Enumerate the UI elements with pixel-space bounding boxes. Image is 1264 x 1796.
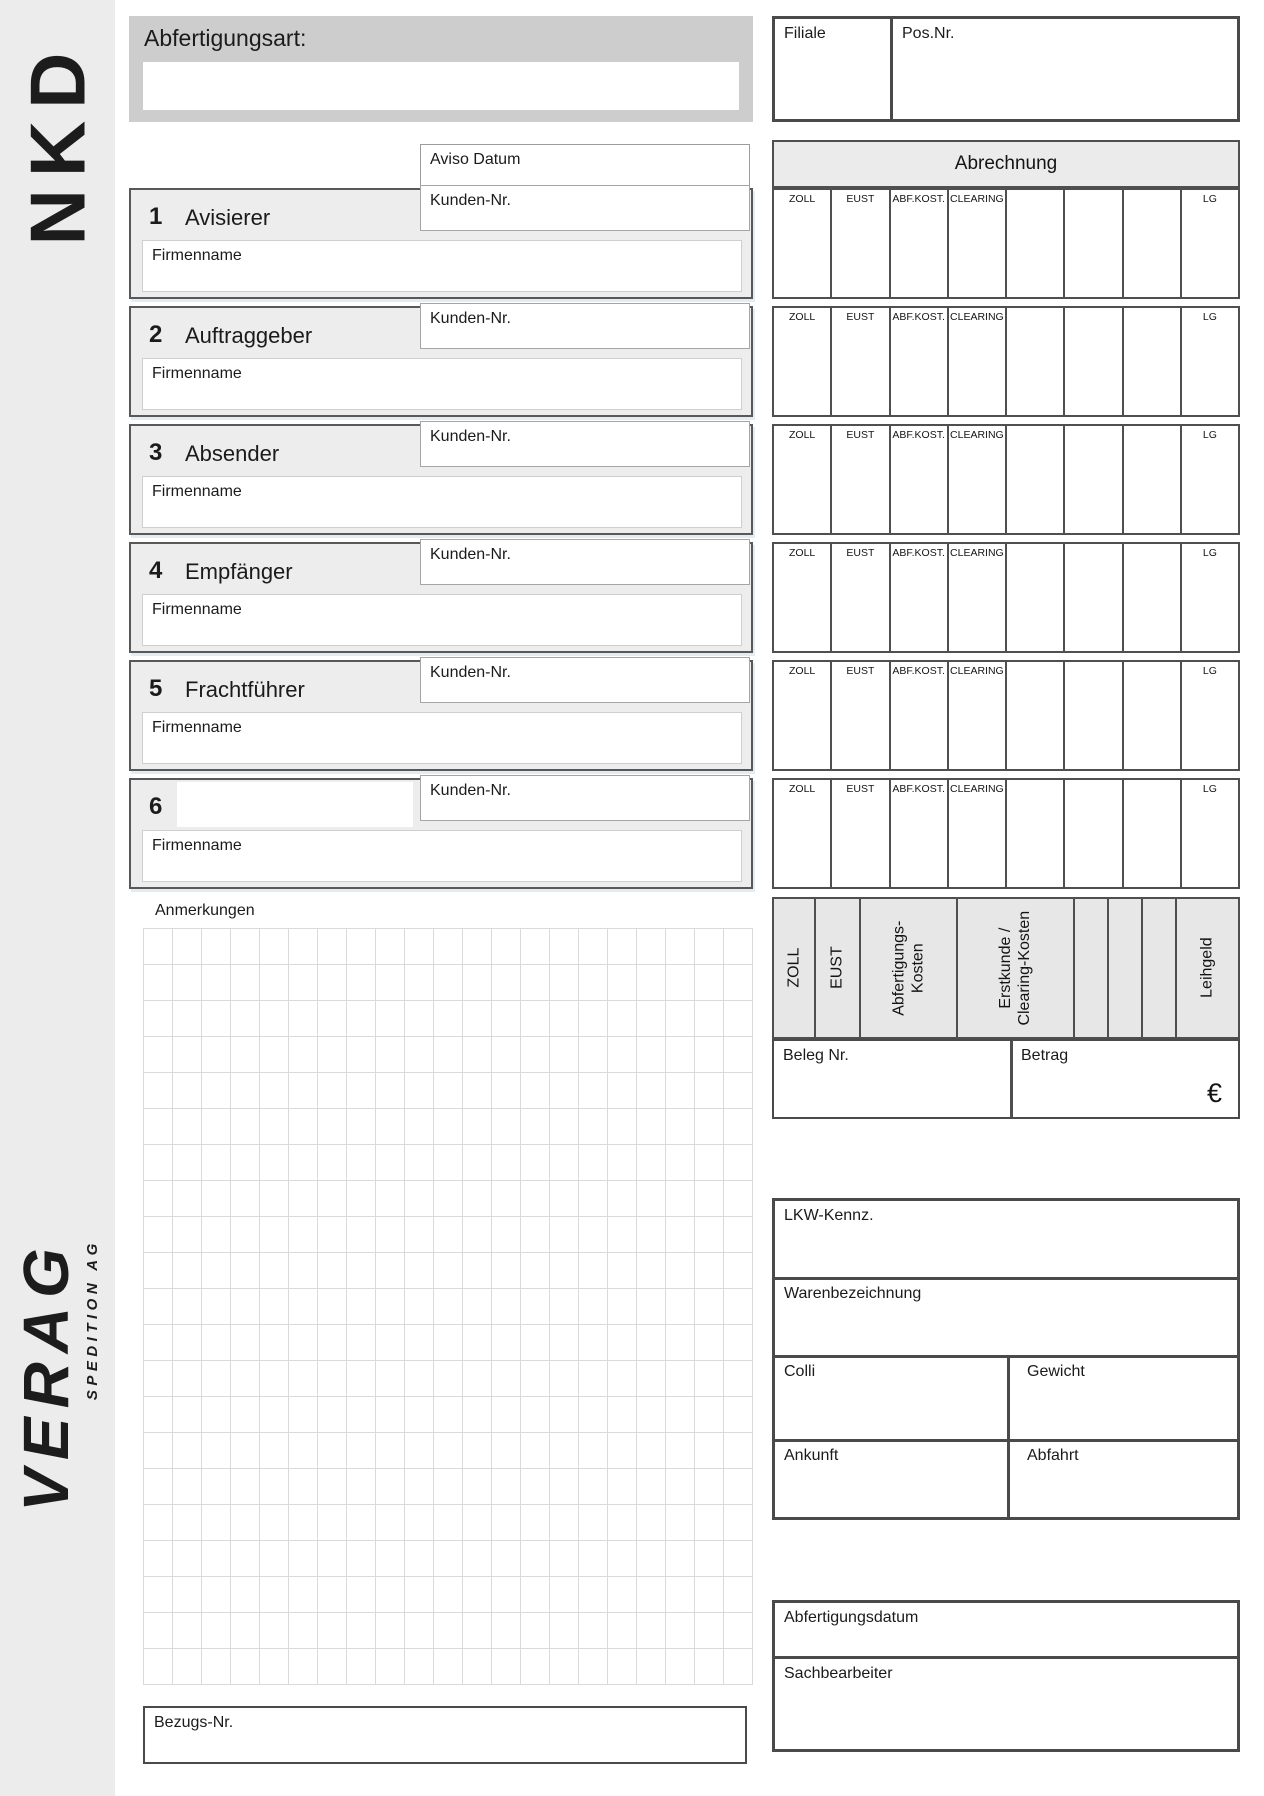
lkw-kennz-field[interactable] xyxy=(775,1201,1237,1277)
section-number: 1 xyxy=(149,203,163,230)
section-empfaenger xyxy=(129,542,753,653)
abrechnung-cell-label: LG xyxy=(1202,311,1217,323)
abrechnung-cell-zoll[interactable] xyxy=(774,426,832,533)
section-title: Absender xyxy=(185,441,280,466)
abrechnung-cell-eust[interactable] xyxy=(832,190,890,297)
abrechnung-cell-label: EUST xyxy=(846,783,875,795)
abfertigungsart-box xyxy=(129,16,753,122)
section-number: 6 xyxy=(149,793,163,820)
firmenname-label: Firmenname xyxy=(152,837,242,854)
abrechnung-cell-label: ABF.KOST. xyxy=(892,193,945,205)
abrechnung-cell-label: ABF.KOST. xyxy=(892,783,945,795)
abrechnung-cell-zoll[interactable] xyxy=(774,308,832,415)
abrechnung-cell-label: ZOLL xyxy=(788,429,816,441)
kunden-nr-field[interactable] xyxy=(420,303,750,349)
abrechnung-cell-clearing[interactable] xyxy=(949,426,1007,533)
abrechnung-cell-label: ABF.KOST. xyxy=(892,311,945,323)
abrechnung-cell-lg[interactable] xyxy=(1182,426,1238,533)
firmenname-field[interactable] xyxy=(142,476,742,528)
abrechnung-cell-lg[interactable] xyxy=(1182,544,1238,651)
abrechnung-cell-zoll[interactable] xyxy=(774,544,832,651)
kunden-nr-label: Kunden-Nr. xyxy=(430,428,511,445)
abrechnung-cell-label: CLEARING xyxy=(950,783,1004,795)
abrechnung-cell[interactable] xyxy=(1124,544,1182,651)
abrechnung-row-2 xyxy=(772,306,1240,417)
abrechnung-cell-label: CLEARING xyxy=(950,429,1004,441)
section-number: 4 xyxy=(149,557,163,584)
column-footer-cell-eust xyxy=(816,899,861,1037)
kunden-nr-field[interactable] xyxy=(420,657,750,703)
abrechnung-cell-label: CLEARING xyxy=(950,311,1004,323)
verag-logo xyxy=(0,1200,115,1550)
abrechnung-cell-label: LG xyxy=(1202,665,1217,677)
section-six xyxy=(129,778,753,889)
abrechnung-cell-label: ZOLL xyxy=(788,547,816,559)
abrechnung-cell-clearing[interactable] xyxy=(949,190,1007,297)
abrechnung-cell-lg[interactable] xyxy=(1182,662,1238,769)
firmenname-label: Firmenname xyxy=(152,365,242,382)
column-footer-cell-leihgeld xyxy=(1177,899,1238,1037)
abrechnung-cell-label: EUST xyxy=(846,665,875,677)
section-number: 3 xyxy=(149,439,163,466)
abrechnung-cell-clearing[interactable] xyxy=(949,308,1007,415)
firmenname-field[interactable] xyxy=(142,358,742,410)
abrechnung-row-6 xyxy=(772,778,1240,889)
firmenname-field[interactable] xyxy=(142,594,742,646)
abrechnung-cell-label: LG xyxy=(1202,547,1217,559)
firmenname-field[interactable] xyxy=(142,830,742,882)
colli-gewicht-row xyxy=(775,1357,1237,1439)
aviso-datum-label: Aviso Datum xyxy=(430,151,521,168)
firmenname-label: Firmenname xyxy=(152,719,242,736)
colli-label: Colli xyxy=(784,1363,816,1380)
abrechnung-cell[interactable] xyxy=(1065,308,1123,415)
abrechnung-cell-abfkost[interactable] xyxy=(891,308,949,415)
lkw-kennz-label: LKW-Kennz. xyxy=(784,1207,874,1224)
column-footer-label: Erstkunde / Clearing-Kosten xyxy=(997,910,1034,1026)
abrechnung-cell-lg[interactable] xyxy=(1182,190,1238,297)
firmenname-field[interactable] xyxy=(142,712,742,764)
abrechnung-cell-lg[interactable] xyxy=(1182,308,1238,415)
abrechnung-cell-abfkost[interactable] xyxy=(891,780,949,887)
abrechnung-cell-label: LG xyxy=(1202,429,1217,441)
abrechnung-cell[interactable] xyxy=(1124,308,1182,415)
abrechnung-cell[interactable] xyxy=(1007,190,1065,297)
abrechnung-cell-zoll[interactable] xyxy=(774,662,832,769)
abrechnung-cell-abfkost[interactable] xyxy=(891,426,949,533)
abrechnung-cell[interactable] xyxy=(1065,662,1123,769)
aviso-datum-field[interactable] xyxy=(420,144,750,186)
section-avisierer xyxy=(129,188,753,299)
kunden-nr-field[interactable] xyxy=(420,539,750,585)
abrechnung-cell[interactable] xyxy=(1065,780,1123,887)
abrechnung-cell-label: CLEARING xyxy=(950,193,1004,205)
abrechnung-cell-eust[interactable] xyxy=(832,308,890,415)
firmenname-label: Firmenname xyxy=(152,247,242,264)
section-number: 2 xyxy=(149,321,163,348)
abrechnung-header xyxy=(772,140,1240,188)
kunden-nr-field[interactable] xyxy=(420,775,750,821)
anmerkungen-grid[interactable] xyxy=(143,928,753,1685)
section-title: Empfänger xyxy=(185,559,293,584)
verag-logo-subtext: SPEDITION AG xyxy=(84,1238,101,1400)
abrechnung-row-4 xyxy=(772,542,1240,653)
abrechnung-cell-abfkost[interactable] xyxy=(891,190,949,297)
kunden-nr-label: Kunden-Nr. xyxy=(430,782,511,799)
divider xyxy=(1010,1041,1013,1117)
abrechnung-cell-label: EUST xyxy=(846,193,875,205)
divider xyxy=(1007,1441,1010,1517)
filiale-posnr-box[interactable] xyxy=(772,16,1240,122)
abfertigungsart-input[interactable] xyxy=(143,62,739,110)
abrechnung-cell-eust[interactable] xyxy=(832,662,890,769)
abrechnung-cell[interactable] xyxy=(1007,544,1065,651)
abrechnung-cell[interactable] xyxy=(1065,190,1123,297)
abrechnung-cell-label: ABF.KOST. xyxy=(892,547,945,559)
abrechnung-row-3 xyxy=(772,424,1240,535)
abrechnung-row-5 xyxy=(772,660,1240,771)
column-footer-label: Abfertigungs- Kosten xyxy=(890,920,927,1016)
ankunft-label: Ankunft xyxy=(784,1447,839,1464)
ankunft-abfahrt-row xyxy=(775,1441,1237,1517)
abrechnung-cell-label: ZOLL xyxy=(788,193,816,205)
nkd-logo xyxy=(0,18,115,268)
abfahrt-label: Abfahrt xyxy=(1027,1447,1079,1464)
shipment-box xyxy=(772,1198,1240,1520)
kunden-nr-label: Kunden-Nr. xyxy=(430,664,511,681)
abrechnung-cell-label: ZOLL xyxy=(788,311,816,323)
abrechnung-cell-label: LG xyxy=(1202,783,1217,795)
nkd-logo-text: NKD xyxy=(13,40,102,246)
betrag-label: Betrag xyxy=(1021,1047,1069,1064)
warenbezeichnung-label: Warenbezeichnung xyxy=(784,1285,922,1302)
abfertigungsdatum-label: Abfertigungsdatum xyxy=(784,1609,919,1626)
abrechnung-cell-lg[interactable] xyxy=(1182,780,1238,887)
abrechnung-cell[interactable] xyxy=(1007,426,1065,533)
abrechnung-cell[interactable] xyxy=(1065,426,1123,533)
kunden-nr-field[interactable] xyxy=(420,421,750,467)
abrechnung-cell-zoll[interactable] xyxy=(774,780,832,887)
abrechnung-cell[interactable] xyxy=(1007,662,1065,769)
column-footer-cell xyxy=(1075,899,1109,1037)
abrechnung-cell-label: ABF.KOST. xyxy=(892,429,945,441)
column-footer-label: Leihgeld xyxy=(1199,937,1217,999)
abrechnung-cell[interactable] xyxy=(1007,308,1065,415)
section-title: Auftraggeber xyxy=(185,323,313,348)
section-frachtfuehrer xyxy=(129,660,753,771)
bezugs-nr-label: Bezugs-Nr. xyxy=(154,1714,234,1731)
column-footer-cell-abfertigungs xyxy=(861,899,958,1037)
abrechnung-cell[interactable] xyxy=(1124,190,1182,297)
column-footer-cell xyxy=(1143,899,1177,1037)
verag-logo-text: VERAG xyxy=(10,1238,82,1512)
abrechnung-row-1 xyxy=(772,188,1240,299)
abrechnung-cell[interactable] xyxy=(1007,780,1065,887)
abrechnung-cell[interactable] xyxy=(1124,780,1182,887)
abrechnung-cell-label: ZOLL xyxy=(788,665,816,677)
gewicht-label: Gewicht xyxy=(1027,1363,1085,1380)
firmenname-label: Firmenname xyxy=(152,601,242,618)
abrechnung-cell-eust[interactable] xyxy=(832,426,890,533)
abrechnung-column-labels xyxy=(772,897,1240,1039)
divider xyxy=(775,1656,1237,1659)
abrechnung-cell-eust[interactable] xyxy=(832,544,890,651)
divider xyxy=(1007,1357,1010,1439)
filiale-label: Filiale xyxy=(784,25,826,42)
abrechnung-cell-label: ZOLL xyxy=(788,783,816,795)
abrechnung-cell-label: EUST xyxy=(846,547,875,559)
anmerkungen-label: Anmerkungen xyxy=(155,902,255,919)
euro-currency-symbol: € xyxy=(1206,1078,1222,1108)
abrechnung-cell-label: EUST xyxy=(846,311,875,323)
abrechnung-cell[interactable] xyxy=(1124,662,1182,769)
beleg-nr-label: Beleg Nr. xyxy=(783,1047,849,1064)
section-absender xyxy=(129,424,753,535)
kunden-nr-label: Kunden-Nr. xyxy=(430,546,511,563)
section-title: Frachtführer xyxy=(185,677,305,702)
abrechnung-cell-clearing[interactable] xyxy=(949,662,1007,769)
kunden-nr-label: Kunden-Nr. xyxy=(430,310,511,327)
pos-nr-label: Pos.Nr. xyxy=(902,25,955,42)
column-footer-cell-erstkunde xyxy=(958,899,1075,1037)
abrechnung-cell-label: LG xyxy=(1202,193,1217,205)
abrechnung-cell-label: CLEARING xyxy=(950,665,1004,677)
kunden-nr-field[interactable] xyxy=(420,185,750,231)
processing-box[interactable] xyxy=(772,1600,1240,1752)
abfertigungsart-label: Abfertigungsart: xyxy=(144,25,307,51)
firmenname-field[interactable] xyxy=(142,240,742,292)
section-title: Avisierer xyxy=(185,205,271,230)
section-number: 5 xyxy=(149,675,163,702)
abrechnung-cell-clearing[interactable] xyxy=(949,780,1007,887)
abrechnung-cell-zoll[interactable] xyxy=(774,190,832,297)
kunden-nr-label: Kunden-Nr. xyxy=(430,192,511,209)
warenbezeichnung-field[interactable] xyxy=(775,1279,1237,1355)
section-title-input[interactable] xyxy=(177,782,413,827)
abrechnung-cell-abfkost[interactable] xyxy=(891,544,949,651)
column-footer-cell-zoll xyxy=(774,899,816,1037)
column-footer-cell xyxy=(1109,899,1143,1037)
verag-logo-block xyxy=(10,1238,101,1512)
abrechnung-cell-abfkost[interactable] xyxy=(891,662,949,769)
abrechnung-cell-clearing[interactable] xyxy=(949,544,1007,651)
firmenname-label: Firmenname xyxy=(152,483,242,500)
column-footer-label: ZOLL xyxy=(785,947,803,989)
section-auftraggeber xyxy=(129,306,753,417)
abrechnung-cell-eust[interactable] xyxy=(832,780,890,887)
abrechnung-cell[interactable] xyxy=(1124,426,1182,533)
divider xyxy=(890,19,893,119)
column-footer-label: EUST xyxy=(828,946,846,990)
abrechnung-cell-label: EUST xyxy=(846,429,875,441)
abrechnung-cell[interactable] xyxy=(1065,544,1123,651)
abrechnung-title: Abrechnung xyxy=(954,153,1058,174)
abrechnung-cell-label: ABF.KOST. xyxy=(892,665,945,677)
beleg-betrag-box[interactable] xyxy=(772,1039,1240,1119)
abrechnung-cell-label: CLEARING xyxy=(950,547,1004,559)
bezugs-nr-field[interactable] xyxy=(143,1706,747,1764)
sachbearbeiter-label: Sachbearbeiter xyxy=(784,1665,893,1682)
